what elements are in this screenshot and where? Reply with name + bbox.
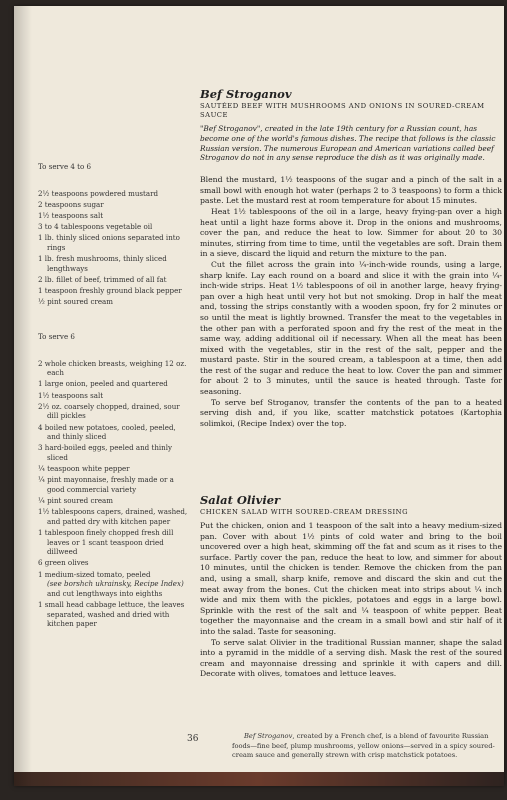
ingredient-item: 1 small head cabbage lettuce, the leaves separated, washed and dried with kitchen paper [38,599,185,629]
ingredient-item: ¼ pint soured cream [38,496,113,506]
ingredient-item: 2 lb. fillet of beef, trimmed of all fat [38,274,167,284]
stroganov-intro: "Bef Stroganov", created in the late 19th century for a Russian count, has become one of the world's famous dishes. The recipe that follows is the classic Russian version. The numerous European and American variations called beef Stroganov do not in any sense reproduce the dish as it was originally made. [200,124,496,163]
recipe-reference: (see borshch ukrainsky, Recipe Index) [47,579,184,589]
ingredient-item: 2 teaspoons sugar [38,199,104,209]
ingredient-item: 1 teaspoon freshly ground black pepper [38,286,182,296]
method-paragraph: Cut the fillet across the grain into ¼-inch-wide rounds, using a large, sharp knife. Lay each round on a board and slice it with the grain into ¼-inch-wide strips. Heat 1½ tablespoons of oil in another large, heavy frying-pan over a high heat until very hot but not smoking. Drop in half the meat and, tossing the strips constantly with a wooden spoon, fry for 2 minutes or so until the meat is lightly browned. Transfer the meat to the vegetables in the other pan with a perforated spoon and fry the rest of the meat in the same way, adding additional oil if necessary. When all the meat has been mixed with the vegetables, stir in the rest of the salt, pepper and the mustard paste. Stir in the soured cream, a tablespoon at a time, then add the rest of the sugar and reduce the heat to low. Cover the pan and simmer for about 2 to 3 minutes, until the sauce is heated through. Taste for seasoning. [200,259,502,397]
ingredient-item: ¼ teaspoon white pepper [38,464,130,474]
ingredient-text: 1 medium-sized tomato, peeled [38,569,151,579]
ingredient-item: 4 boiled new potatoes, cooled, peeled, and thinly sliced [38,422,176,442]
ingredient-item: 2½ oz. coarsely chopped, drained, sour dill pickles [38,401,180,421]
caption-lead: Bef Stroganov [244,732,293,740]
ingredient-item: 1½ teaspoons salt [38,390,104,400]
ingredient-item: 3 to 4 tablespoons vegetable oil [38,222,153,232]
stroganov-ingredient-list [38,189,190,307]
ingredient-item: ¼ pint mayonnaise, freshly made or a good commercial variety [38,475,174,494]
ingredient-item: 1½ tablespoons capers, drained, washed, and patted dry with kitchen paper [38,507,188,526]
ingredient-item: 2 whole chicken breasts, weighing 12 oz. each [38,358,187,378]
olivier-ingredient-list [38,359,190,629]
stroganov-serves: To serve 4 to 6 [38,162,92,171]
stroganov-subtitle: SAUTÉED BEEF WITH MUSHROOMS AND ONIONS IN SOURED-CREAM SAUCE [200,102,485,119]
olivier-title: Salat Olivier [200,493,281,507]
photo-caption [232,732,504,761]
caption-text: , created by a French chef, is a blend of favourite Russian foods—fine beef, plump mushrooms, yellow onions—served in a spicy soured-cream sauce and generally strewn with crisp matchstick potatoes. [232,732,495,760]
ingredient-item: 1 tablespoon finely chopped fresh dill leaves or 1 scant teaspoon dried dillweed [38,528,174,557]
olivier-recipe [200,494,502,680]
ingredient-item: 6 green olives [38,558,89,568]
ingredient-item: 2½ teaspoons powdered mustard [38,188,159,198]
stroganov-title: Bef Stroganov [200,87,292,101]
ingredient-item [38,570,190,599]
ingredient-item: 1 lb. thinly sliced onions separated into rings [38,233,180,252]
cookbook-page [14,6,504,786]
ingredient-item: 1½ teaspoons salt [38,210,104,220]
method-paragraph: To serve salat Olivier in the traditional Russian manner, shape the salad into a pyramid in the middle of a serving dish. Mask the rest of the soured cream and mayonnaise dressing and sprinkle it with capers and dill. Decorate with olives, tomatoes and lettuce leaves. [200,637,502,679]
ingredient-item: 3 hard-boiled eggs, peeled and thinly sliced [38,443,172,462]
method-paragraph: Blend the mustard, 1½ teaspoons of the sugar and a pinch of the salt in a small bowl with enough hot water (perhaps 2 to 3 teaspoons) to form a thick paste. Let the mustard rest at room temperature for about 15 minutes. [200,175,502,206]
olivier-subtitle: CHICKEN SALAD WITH SOURED-CREAM DRESSING [200,508,409,516]
ingredient-item: 1 lb. fresh mushrooms, thinly sliced lengthways [38,254,167,273]
method-paragraph: Put the chicken, onion and 1 teaspoon of the salt into a heavy medium-sized pan. Cover with about 1½ pints of cold water and bring to the boil uncovered over a high heat, skimming off the fat and scum as it rises to the surface. Partly cover the pan, reduce the heat to low, and simmer for about 10 minutes, until the chicken is tender. Remove the chicken from the pan and, using a small, sharp knife, remove and discard the skin and cut the meat away from the bones. Cut the chicken meat into strips about ¼ inch wide and mix them with the pickles, potatoes and eggs in a large bowl. Sprinkle with the rest of the salt and ¼ teaspoon of white pepper. Beat together the mayonnaise and the cream in a small bowl and stir half of it into the salad. Taste for seasoning. [200,521,502,636]
ingredient-text: and cut lengthways into eighths [47,588,163,598]
ingredient-item: ½ pint soured cream [38,297,113,307]
stroganov-recipe [200,88,502,429]
ingredient-item: 1 large onion, peeled and quartered [38,379,168,389]
olivier-method [200,521,502,680]
olivier-serves: To serve 6 [38,332,75,341]
olivier-ingredients [38,332,190,630]
method-paragraph: Heat 1½ tablespoons of the oil in a large, heavy frying-pan over a high heat until a light haze forms above it. Drop in the onions and mushrooms, cover the pan, and reduce the heat to low. Simmer for about 20 to 30 minutes, stirring from time to time, until the vegetables are soft. Drain them in a sieve, discard the liquid and return the mixture to the pan. [200,206,502,259]
tablecloth-edge [14,772,504,786]
stroganov-ingredients [38,162,190,308]
page-number: 36 [187,734,199,744]
method-paragraph: To serve bef Stroganov, transfer the contents of the pan to a heated serving dish and, if you like, scatter matchstick potatoes (Kartophia solimkoi, (Recipe Index) over the top. [200,397,502,428]
stroganov-method [200,175,502,429]
